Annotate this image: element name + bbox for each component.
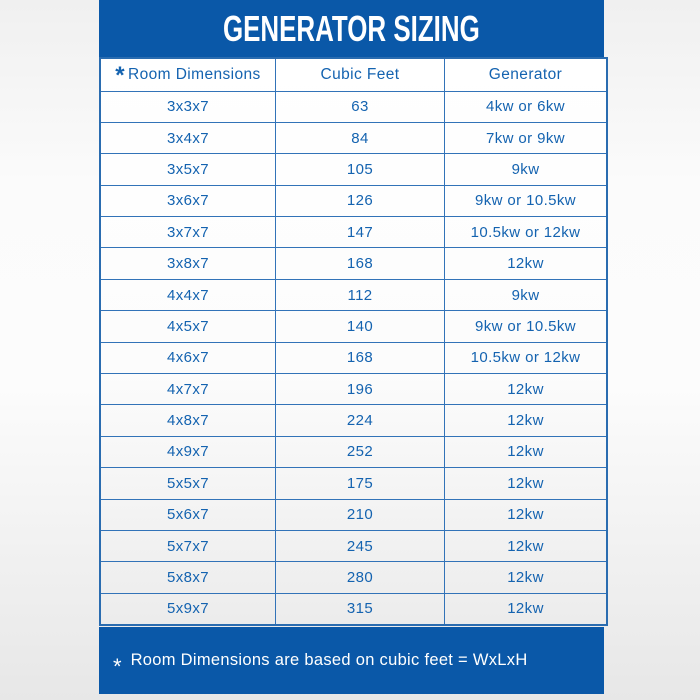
table-row bbox=[100, 468, 607, 499]
table-row bbox=[100, 279, 607, 310]
cell: 10.5kw or 12kw bbox=[445, 217, 608, 248]
cell: 4x9x7 bbox=[100, 436, 276, 467]
table-row bbox=[100, 154, 607, 185]
cell: 168 bbox=[276, 248, 445, 279]
cell: 84 bbox=[276, 122, 445, 153]
cell: 5x9x7 bbox=[100, 593, 276, 624]
footnote-text: Room Dimensions are based on cubic feet = WxLxH bbox=[130, 651, 528, 670]
cell: 12kw bbox=[445, 499, 608, 530]
cell: 280 bbox=[276, 562, 445, 593]
cell: 4x8x7 bbox=[100, 405, 276, 436]
cell: 3x5x7 bbox=[100, 154, 276, 185]
cell: 4x5x7 bbox=[100, 311, 276, 342]
cell: 105 bbox=[276, 154, 445, 185]
table-body bbox=[100, 91, 607, 625]
column-header: Cubic Feet bbox=[276, 58, 445, 91]
cell: 112 bbox=[276, 279, 445, 310]
cell: 9kw bbox=[445, 279, 608, 310]
table-row bbox=[100, 530, 607, 561]
table-row bbox=[100, 91, 607, 122]
cell: 12kw bbox=[445, 405, 608, 436]
table-header-row bbox=[100, 58, 607, 91]
table-row bbox=[100, 248, 607, 279]
cell: 5x6x7 bbox=[100, 499, 276, 530]
cell: 147 bbox=[276, 217, 445, 248]
generator-sizing-panel bbox=[99, 0, 604, 694]
table-row bbox=[100, 593, 607, 624]
cell: 175 bbox=[276, 468, 445, 499]
column-header: * Room Dimensions bbox=[100, 58, 276, 91]
table-row bbox=[100, 405, 607, 436]
table-row bbox=[100, 499, 607, 530]
cell: 140 bbox=[276, 311, 445, 342]
cell: 315 bbox=[276, 593, 445, 624]
cell: 5x5x7 bbox=[100, 468, 276, 499]
table-row bbox=[100, 436, 607, 467]
cell: 224 bbox=[276, 405, 445, 436]
cell: 63 bbox=[276, 91, 445, 122]
cell: 5x7x7 bbox=[100, 530, 276, 561]
cell: 12kw bbox=[445, 593, 608, 624]
cell: 3x4x7 bbox=[100, 122, 276, 153]
table-row bbox=[100, 342, 607, 373]
title-bar bbox=[99, 0, 604, 57]
cell: 168 bbox=[276, 342, 445, 373]
cell: 4kw or 6kw bbox=[445, 91, 608, 122]
cell: 9kw or 10.5kw bbox=[445, 185, 608, 216]
cell: 12kw bbox=[445, 468, 608, 499]
cell: 10.5kw or 12kw bbox=[445, 342, 608, 373]
cell: 126 bbox=[276, 185, 445, 216]
table-row bbox=[100, 562, 607, 593]
table-row bbox=[100, 374, 607, 405]
cell: 3x7x7 bbox=[100, 217, 276, 248]
table-row bbox=[100, 217, 607, 248]
cell: 3x8x7 bbox=[100, 248, 276, 279]
table-row bbox=[100, 122, 607, 153]
asterisk-icon: * bbox=[115, 61, 126, 89]
cell: 12kw bbox=[445, 436, 608, 467]
cell: 4x6x7 bbox=[100, 342, 276, 373]
cell: 12kw bbox=[445, 562, 608, 593]
cell: 196 bbox=[276, 374, 445, 405]
footnote-bar bbox=[99, 627, 604, 694]
cell: 12kw bbox=[445, 530, 608, 561]
cell: 12kw bbox=[445, 374, 608, 405]
table-row bbox=[100, 311, 607, 342]
cell: 5x8x7 bbox=[100, 562, 276, 593]
table-row bbox=[100, 185, 607, 216]
cell: 3x6x7 bbox=[100, 185, 276, 216]
cell: 12kw bbox=[445, 248, 608, 279]
asterisk-icon: * bbox=[113, 653, 122, 679]
cell: 7kw or 9kw bbox=[445, 122, 608, 153]
cell: 3x3x7 bbox=[100, 91, 276, 122]
cell: 9kw bbox=[445, 154, 608, 185]
cell: 210 bbox=[276, 499, 445, 530]
cell: 245 bbox=[276, 530, 445, 561]
cell: 4x7x7 bbox=[100, 374, 276, 405]
page-title: GENERATOR SIZING bbox=[223, 7, 480, 49]
cell: 9kw or 10.5kw bbox=[445, 311, 608, 342]
column-header: Generator bbox=[445, 58, 608, 91]
sizing-table bbox=[99, 57, 608, 626]
cell: 4x4x7 bbox=[100, 279, 276, 310]
cell: 252 bbox=[276, 436, 445, 467]
